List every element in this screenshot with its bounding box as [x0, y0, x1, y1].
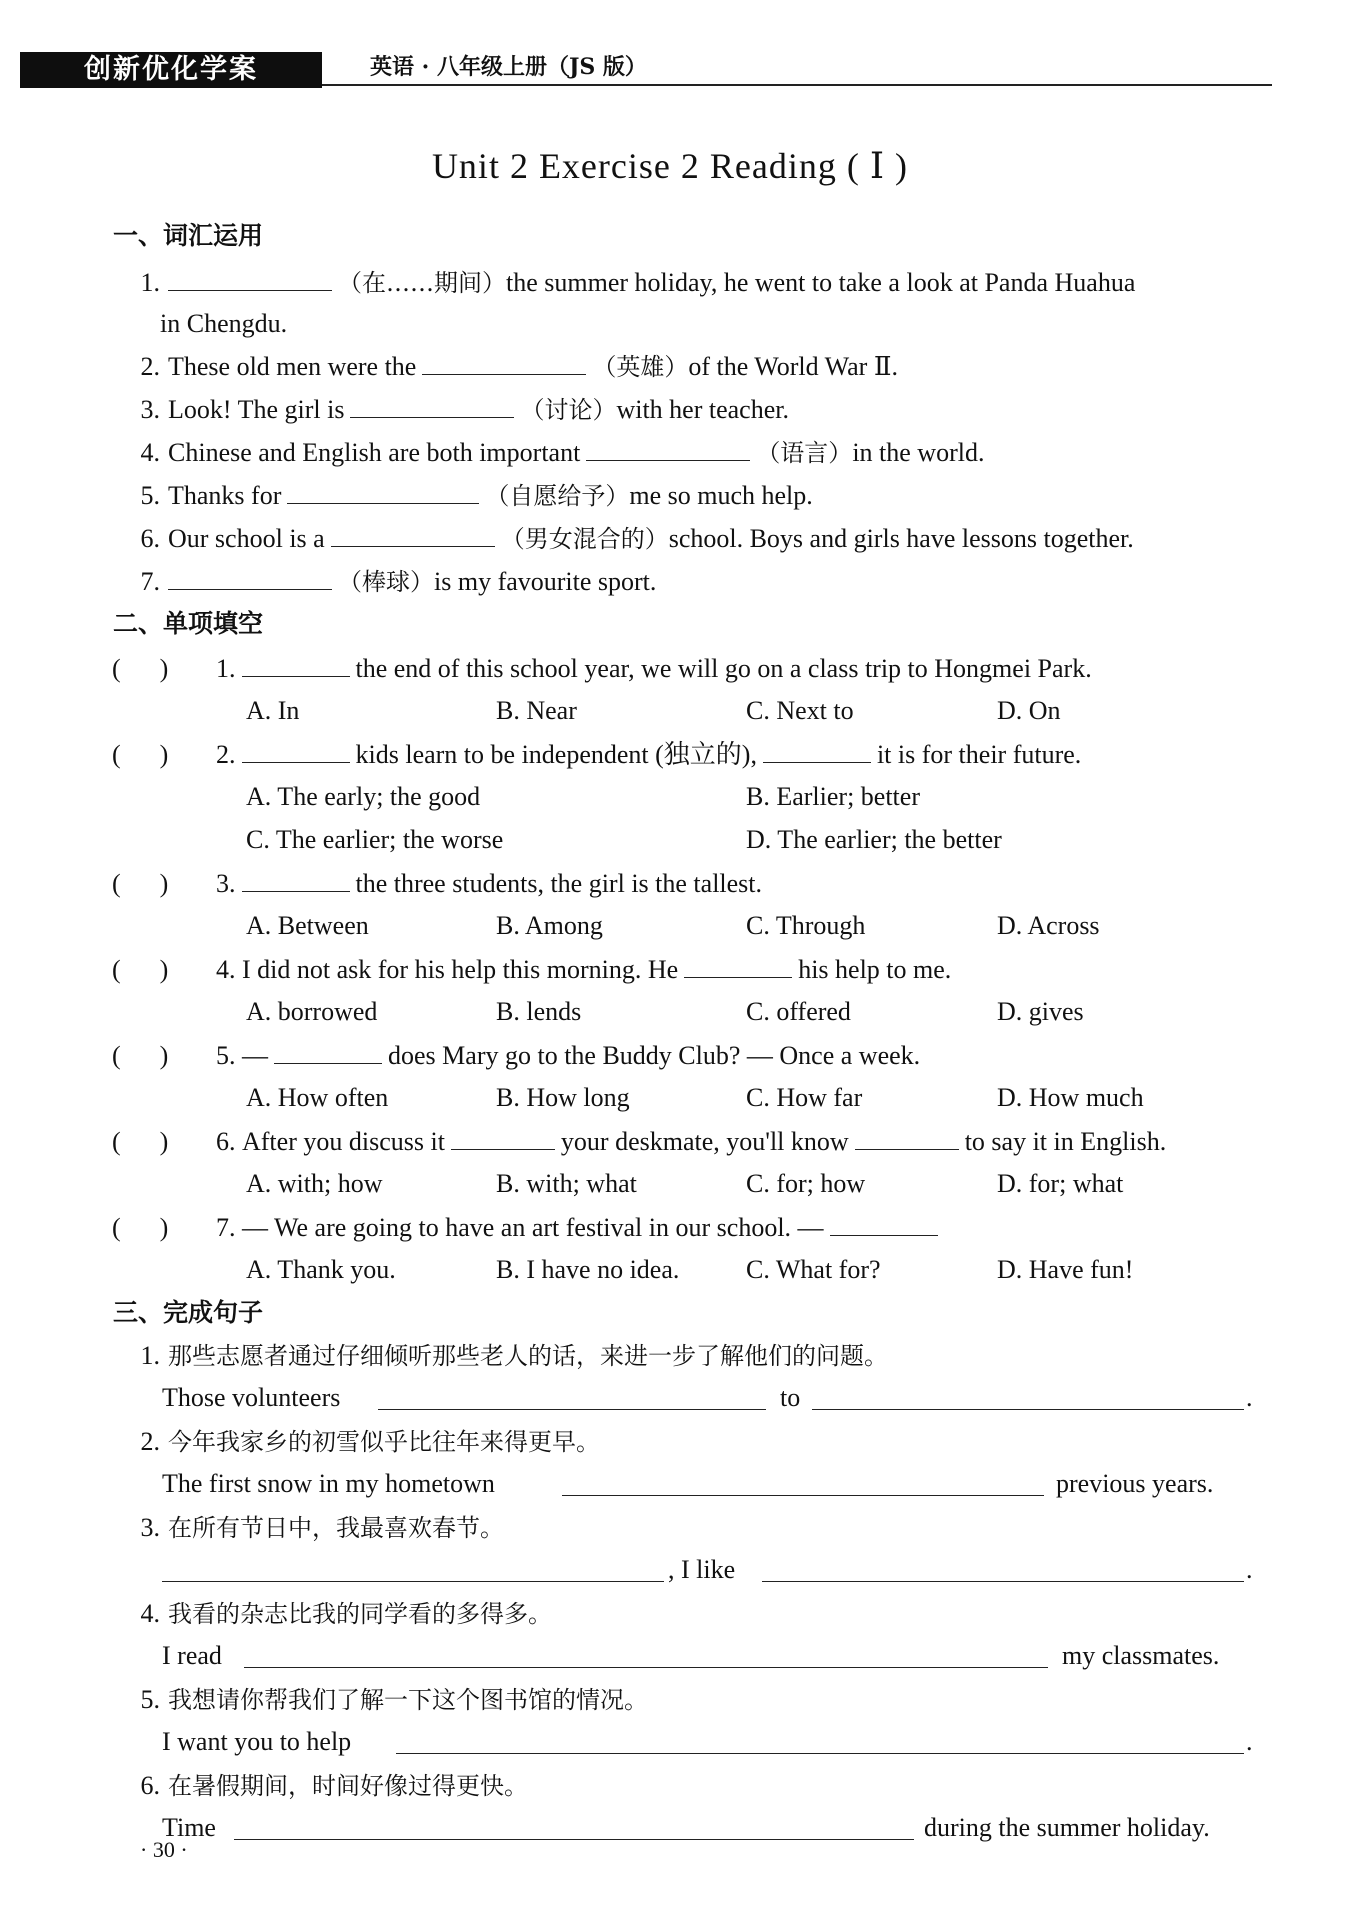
item-number: 2. [140, 1427, 160, 1456]
option-a[interactable]: A. How often [246, 1083, 389, 1112]
answer-blank[interactable] [422, 348, 586, 375]
option-a[interactable]: A. In [246, 696, 300, 725]
s1-item-4 [120, 434, 984, 471]
s2-question-3 [112, 865, 762, 902]
answer-blank[interactable] [451, 1123, 555, 1150]
s3-item-5-chinese [120, 1682, 648, 1718]
item-number: 3. [140, 1513, 160, 1542]
item-text: These old men were the [168, 352, 417, 381]
answer-blank[interactable] [242, 650, 350, 677]
item-text: is my favourite sport. [434, 567, 657, 596]
question-stem: kids learn to be independent (独立的), [355, 740, 757, 769]
item-text: of the World War Ⅱ. [688, 352, 899, 381]
answer-bracket[interactable]: ( ) [112, 1041, 169, 1070]
brand-logo: 创新优化学案 [20, 52, 322, 88]
s3-item-1-chinese [120, 1338, 888, 1374]
option-d[interactable]: D. for; what [997, 1169, 1124, 1198]
answer-blank[interactable] [586, 434, 750, 461]
chinese-hint: （英雄） [592, 353, 689, 381]
item-number: 1. [140, 268, 160, 297]
question-stem: your deskmate, you'll know [560, 1127, 849, 1156]
section3-heading: 三、完成句子 [113, 1298, 264, 1327]
chinese-hint: （棒球） [338, 568, 434, 596]
sentence-text: to [780, 1383, 801, 1412]
chinese-hint: （男女混合的） [500, 525, 669, 553]
sentence-end: . [1246, 1727, 1253, 1756]
answer-blank[interactable] [168, 264, 332, 291]
answer-line[interactable] [562, 1495, 1044, 1496]
s1-item-1 [120, 264, 1135, 301]
answer-bracket[interactable]: ( ) [112, 955, 169, 984]
chinese-sentence: 在暑假期间，时间好像过得更快。 [168, 1772, 528, 1800]
sentence-end: my classmates. [1062, 1641, 1220, 1670]
s2-question-4 [112, 951, 951, 988]
s2-question-7 [112, 1209, 944, 1246]
question-stem: the end of this school year, we will go on a class trip to Hongmei Park. [355, 654, 1092, 683]
option-d[interactable]: D. How much [997, 1083, 1144, 1112]
option-a[interactable]: A. with; how [246, 1169, 383, 1198]
item-number: 6. [140, 524, 160, 553]
question-stem: to say it in English. [964, 1127, 1167, 1156]
option-b[interactable]: B. lends [496, 997, 582, 1026]
answer-bracket[interactable]: ( ) [112, 1213, 169, 1242]
answer-blank[interactable] [855, 1123, 959, 1150]
sentence-end: . [1246, 1383, 1253, 1412]
question-number: 6. [216, 1127, 236, 1156]
item-text: the summer holiday, he went to take a look at Panda Huahua [506, 268, 1136, 297]
item-text: Thanks for [168, 481, 282, 510]
option-c[interactable]: C. Next to [746, 696, 854, 725]
option-c[interactable]: C. How far [746, 1083, 863, 1112]
item-text: me so much help. [629, 481, 813, 510]
answer-blank[interactable] [287, 477, 479, 504]
chinese-hint: （语言） [756, 439, 853, 467]
sentence-start: I read [162, 1641, 222, 1670]
item-text: Chinese and English are both important [168, 438, 581, 467]
s3-item-2-chinese [120, 1424, 600, 1460]
sentence-start: Time [162, 1813, 216, 1842]
s3-item-6-chinese [120, 1768, 528, 1804]
option-b[interactable]: B. How long [496, 1083, 630, 1112]
sentence-end: during the summer holiday. [924, 1813, 1210, 1842]
answer-line[interactable] [234, 1839, 914, 1840]
s3-item-3-chinese [120, 1510, 504, 1546]
option-d[interactable]: D. Have fun! [997, 1255, 1134, 1284]
option-d[interactable]: D. gives [997, 997, 1084, 1026]
question-number: 3. [216, 869, 236, 898]
item-number: 2. [140, 352, 160, 381]
answer-blank[interactable] [350, 391, 514, 418]
question-stem: I did not ask for his help this morning. He [242, 955, 679, 984]
sentence-start: I want you to help [162, 1727, 352, 1756]
s1-item-2 [120, 348, 898, 385]
option-a[interactable]: A. Thank you. [246, 1255, 396, 1284]
option-c[interactable]: C. What for? [746, 1255, 881, 1284]
question-stem: — [242, 1041, 268, 1070]
s1-item-1-cont: in Chengdu. [160, 309, 288, 338]
option-a[interactable]: A. borrowed [246, 997, 378, 1026]
answer-line[interactable] [162, 1581, 664, 1582]
option-a[interactable]: A. Between [246, 911, 369, 940]
option-c[interactable]: C. for; how [746, 1169, 866, 1198]
item-number: 3. [140, 395, 160, 424]
answer-blank[interactable] [763, 736, 871, 763]
answer-blank[interactable] [331, 520, 495, 547]
question-number: 5. [216, 1041, 236, 1070]
answer-bracket[interactable]: ( ) [112, 654, 169, 683]
s2-question-5 [112, 1037, 920, 1074]
header-rule [322, 84, 1272, 86]
answer-blank[interactable] [242, 736, 350, 763]
item-number: 5. [140, 1685, 160, 1714]
answer-line[interactable] [396, 1753, 1244, 1754]
book-title: 英语 · 八年级上册（JS 版） [370, 54, 647, 80]
sentence-start: Those volunteers [162, 1383, 341, 1412]
option-b[interactable]: B. Among [496, 911, 603, 940]
page-header [0, 0, 1350, 100]
item-number: 7. [140, 567, 160, 596]
item-number: 4. [140, 438, 160, 467]
item-text: with her teacher. [616, 395, 789, 424]
question-stem: the three students, the girl is the tallest. [355, 869, 763, 898]
item-text: Look! The girl is [168, 395, 345, 424]
chinese-sentence: 那些志愿者通过仔细倾听那些老人的话，来进一步了解他们的问题。 [168, 1342, 888, 1370]
option-c[interactable]: C. The earlier; the worse [246, 825, 504, 854]
chinese-hint: （讨论） [520, 396, 617, 424]
item-number: 5. [140, 481, 160, 510]
s2-question-2 [112, 736, 1081, 773]
option-c[interactable]: C. Through [746, 911, 866, 940]
sentence-text: , I like [668, 1555, 736, 1584]
option-d[interactable]: D. The earlier; the better [746, 825, 1002, 854]
option-d[interactable]: D. Across [997, 911, 1100, 940]
question-number: 2. [216, 740, 236, 769]
answer-blank[interactable] [274, 1037, 382, 1064]
s3-item-4-chinese [120, 1596, 552, 1632]
item-number: 1. [140, 1341, 160, 1370]
answer-bracket[interactable]: ( ) [112, 1127, 169, 1156]
answer-line[interactable] [812, 1409, 1244, 1410]
chinese-sentence: 我看的杂志比我的同学看的多得多。 [168, 1600, 552, 1628]
item-text: school. Boys and girls have lessons together. [668, 524, 1134, 553]
answer-bracket[interactable]: ( ) [112, 869, 169, 898]
question-number: 1. [216, 654, 236, 683]
option-c[interactable]: C. offered [746, 997, 851, 1026]
chinese-sentence: 我想请你帮我们了解一下这个图书馆的情况。 [168, 1686, 648, 1714]
page-number: · 30 · [140, 1837, 188, 1862]
option-a[interactable]: A. The early; the good [246, 782, 481, 811]
s1-item-7 [120, 563, 656, 600]
s2-question-1 [112, 650, 1092, 687]
item-text: Our school is a [168, 524, 325, 553]
sentence-end: previous years. [1056, 1469, 1214, 1498]
answer-blank[interactable] [830, 1209, 938, 1236]
option-b[interactable]: B. Earlier; better [746, 782, 920, 811]
item-text: in the world. [852, 438, 985, 467]
s1-item-6 [120, 520, 1134, 557]
option-b[interactable]: B. with; what [496, 1169, 637, 1198]
option-d[interactable]: D. On [997, 696, 1061, 725]
question-number: 4. [216, 955, 236, 984]
question-stem: does Mary go to the Buddy Club? — Once a week. [388, 1041, 921, 1070]
answer-line[interactable] [244, 1667, 1048, 1668]
s2-question-6 [112, 1123, 1166, 1160]
question-stem: his help to me. [798, 955, 952, 984]
answer-blank[interactable] [684, 951, 792, 978]
chinese-hint: （在……期间） [338, 269, 506, 297]
question-stem: — We are going to have an art festival in our school. — [242, 1213, 824, 1242]
chinese-sentence: 今年我家乡的初雪似乎比往年来得更早。 [168, 1428, 600, 1456]
item-number: 6. [140, 1771, 160, 1800]
page-title: Unit 2 Exercise 2 Reading ( Ⅰ ) [431, 146, 909, 186]
section1-heading: 一、词汇运用 [113, 221, 264, 250]
answer-blank[interactable] [242, 865, 350, 892]
item-number: 4. [140, 1599, 160, 1628]
chinese-hint: （自愿给予） [485, 482, 630, 510]
question-stem: it is for their future. [876, 740, 1082, 769]
sentence-start: The first snow in my hometown [162, 1469, 495, 1498]
answer-line[interactable] [762, 1581, 1244, 1582]
chinese-sentence: 在所有节日中，我最喜欢春节。 [168, 1514, 504, 1542]
answer-blank[interactable] [168, 563, 332, 590]
answer-bracket[interactable]: ( ) [112, 740, 169, 769]
s1-item-3 [120, 391, 789, 428]
answer-line[interactable] [378, 1409, 766, 1410]
s1-item-5 [120, 477, 813, 514]
question-stem: After you discuss it [242, 1127, 445, 1156]
sentence-end: . [1246, 1555, 1253, 1584]
question-number: 7. [216, 1213, 236, 1242]
option-b[interactable]: B. Near [496, 696, 577, 725]
section2-heading: 二、单项填空 [113, 609, 264, 638]
option-b[interactable]: B. I have no idea. [496, 1255, 680, 1284]
